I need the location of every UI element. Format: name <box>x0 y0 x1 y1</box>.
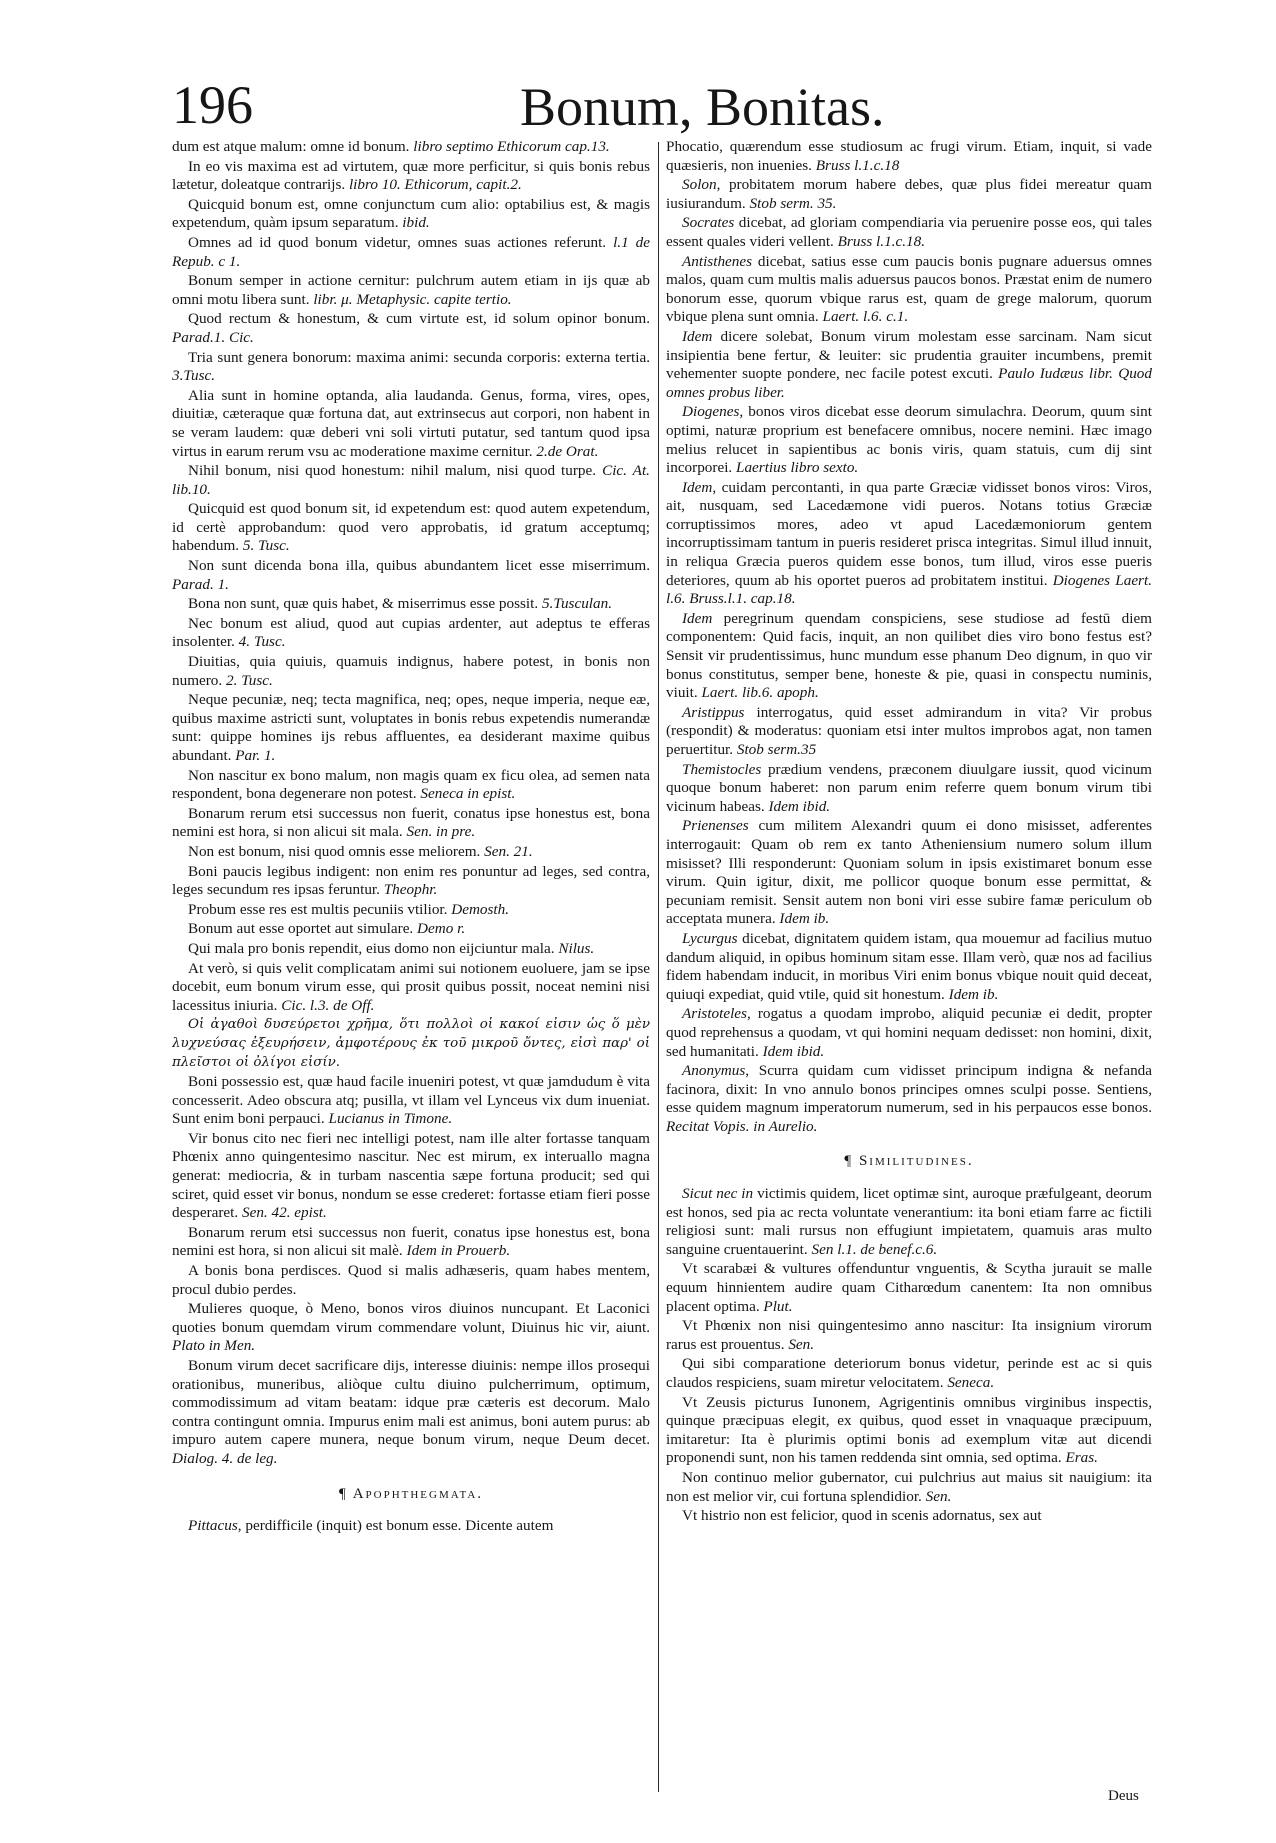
paragraph-text: , bonos viros dicebat esse deorum simulachra. Deorum, quum sint optimi, naturæ proprium est benefacere omnibus, nocere nemini. Hæc imago melius relucet in sapientibus ac bonis viris, quam statuis, cum dij sint incorporei. <box>666 403 1152 477</box>
paragraph <box>172 158 650 195</box>
speaker-name: Pittacus <box>188 1517 238 1535</box>
speaker-name: Lycurgus <box>682 929 738 947</box>
paragraph <box>666 479 1152 609</box>
paragraph <box>172 1224 650 1261</box>
paragraph <box>666 1394 1152 1468</box>
paragraph-text: dicebat, dignitatem quidem istam, qua mouemur ad facilius mutuo dandum aliquid, in opibus hominum sitam esse. Illam verò, quæ nos ad facilius fidem habendam inducit, in moribus Viri enim bonus vbique nouit quid deceat, quiuqi expediat, quid vtile, quid sit honestum. <box>666 929 1152 1003</box>
speaker-name: Antisthenes <box>682 252 753 270</box>
source-citation: Diogenes Laert. l.6. Bruss.l.1. cap.18. <box>666 571 1152 608</box>
source-citation: Parad.1. Cic. <box>172 328 254 346</box>
source-citation: Bruss l.1.c.18. <box>837 232 925 250</box>
paragraph-text: Non sunt dicenda bona illa, quibus abundantem licet esse miserrimum. <box>188 557 650 575</box>
paragraph <box>172 767 650 804</box>
paragraph <box>666 138 1152 175</box>
speaker-name: Prienenses <box>682 817 749 835</box>
paragraph-text: At verò, si quis velit complicatam animi sui notionem euoluere, jam se ipse docebit, eum bonum virum esse, qui prosit quibus possit, noceat nemini nisi lacessitus iniuria. <box>172 959 650 1014</box>
paragraph <box>172 920 650 939</box>
paragraph <box>666 1355 1152 1392</box>
paragraph-text: Diuitias, quia quiuis, quamuis indignus, habere potest, in bonis non numero. <box>172 653 650 689</box>
paragraph-text: Alia sunt in homine optanda, alia laudanda. Genus, forma, vires, opes, diuitiæ, cæteraque quæ fortuna dat, aut extrinsecus aut corpori, non habent in se veram laudem: quæ deberi vni soli virtuti putatur, sed tantum quod ipsa virtus in earum rerum vsu ac moderatione maxime cernitur. <box>172 386 650 460</box>
paragraph-text: Quicquid est quod bonum sit, id expetendum est: quod autem expetendum, id certè approbandum: quod vero approbatis, id gratum acceptumq; habendum. <box>172 500 650 555</box>
paragraph-text: , probitatem morum habere debes, quæ plus fidei mereatur quam iusiurandum. <box>666 176 1152 212</box>
paragraph-text: Nihil bonum, nisi quod honestum: nihil malum, nisi quod turpe. <box>188 462 603 480</box>
paragraph <box>666 176 1152 213</box>
paragraph <box>666 328 1152 402</box>
paragraph-text: , rogatus a quodam improbo, aliquid pecuniæ ei dedit, propter quod reprehensus a quodam, vt qui homini nequam dedisset: non homini, dixit, sed humanitati. <box>666 1005 1152 1060</box>
source-citation: Idem in Prouerb. <box>406 1242 511 1260</box>
left-column <box>172 138 650 1798</box>
speaker-name: Idem <box>682 478 713 496</box>
source-citation: Idem ibid. <box>768 797 831 815</box>
source-citation: Eras. <box>1065 1449 1098 1467</box>
source-citation: Idem ib. <box>779 910 830 928</box>
paragraph-text: dicebat, ad gloriam compendiaria via peruenire posse eos, qui tales essent quales videri vellent. <box>666 214 1152 250</box>
source-citation: Demo r. <box>417 920 466 938</box>
paragraph <box>666 1507 1152 1526</box>
source-citation: Cic. At. lib.10. <box>172 462 650 498</box>
source-citation: 2.de Orat. <box>536 442 599 460</box>
paragraph-text: Vir bonus cito nec fieri nec intelligi potest, nam ille alter fortasse tanquam Phœnix anno quingentesimo nascitur. Nec est mirum, ex interuallo magna generat: mediocria, & in turbam nascentia sæpe fortuna producit; sed qui sciret, quid esset vir bonus, nondum se esse crederet: fortasse etiam fieri posse desperaret. <box>172 1129 650 1222</box>
source-citation: Sen. in pre. <box>406 823 476 841</box>
source-citation: Nilus. <box>558 939 595 957</box>
speaker-name: Idem <box>682 327 713 345</box>
paragraph-text: A bonis bona perdisces. Quod si malis adhæseris, quam habes mentem, procul dubio perdes. <box>172 1262 650 1298</box>
paragraph-text: Non nascitur ex bono malum, non magis quam ex ficu olea, ad semen nata respondent, bona degenerare non potest. <box>172 766 650 803</box>
section-heading: ¶ Similitudines. <box>844 1153 974 1170</box>
source-citation: Sen. <box>788 1335 815 1353</box>
source-citation: Demosth. <box>451 900 510 918</box>
source-citation: Stob serm.35 <box>736 741 817 758</box>
source-citation: Paulo Iudæus libr. Quod omnes probus liber. <box>666 365 1152 401</box>
paragraph <box>172 1357 650 1469</box>
right-column <box>666 138 1152 1798</box>
speaker-name: Solon <box>682 176 717 194</box>
paragraph <box>666 1062 1152 1136</box>
paragraph-text: Bonarum rerum etsi successus non fuerit, conatus ipse honestus est, bona nemini est hora, si non alicui sit malè. <box>172 1223 650 1260</box>
paragraph <box>172 1262 650 1299</box>
source-citation: Idem ibid. <box>762 1042 825 1060</box>
paragraph-text: , Scurra quidam cum vidisset principum indigna & nefanda facinora, dixit: In vno annulo bonos principes omnes sculpi posse. Sentiens, esse quidem magnum imperatorum numerum, sed in his perpaucos esse bonos. <box>666 1062 1152 1117</box>
paragraph <box>172 595 650 614</box>
paragraph <box>666 1260 1152 1316</box>
paragraph-text: dicebat, satius esse cum paucis bonis pugnare aduersus omnes malos, quam cum multis malis aduersus paucos bonos. Præstat enim de numero bonorum esse, quorum vbique rarus est, quam de grege malorum, quorum vbique plena sunt omnia. <box>666 252 1152 326</box>
paragraph-text: prædium vendens, præconem diuulgare iussit, quod vicinum quoque bonum haberet: non parum enim referre quem bonum virum tibi vicinum habeas. <box>666 760 1152 815</box>
paragraph <box>666 817 1152 929</box>
source-citation: Theophr. <box>383 881 438 899</box>
paragraph-text: , cuidam percontanti, in qua parte Græciæ vidisset bonos viros: Viros, ait, nusquam, sed Lacedæmone vidi pueros. Notans totius Græciæ corruptissimos mores, adeo vt apud Lacedæmoniorum gentem incorruptissimam tantum in pueris resideret prisca integritas. Simul illud innuit, in reliqua Græcia pueros quidem esse bonos, tum illud, viros esse pueris deteriores, quum ab his oportet pueros ad probitatem institui. <box>666 478 1152 589</box>
paragraph-text: Bonarum rerum etsi successus non fuerit, conatus ipse honestus est, bona nemini est hora, si non alicui sit mala. <box>172 804 650 841</box>
paragraph <box>666 1469 1152 1506</box>
greek-quotation: Οἱ ἀγαθοὶ δυσεύρετοι χρῆμα, ὅτι πολλοὶ οἱ κακοί εἰσιν ὡς ὅ μὲν λυχνεύσας ἐξευρήσειν, ἀμφοτέρους ἐκ τοῦ μικροῦ ὄντες, εἰσὶ παρ' οἱ πλεῖστοι οἱ ὀλίγοι εἰσίν. <box>172 1017 650 1070</box>
paragraph-text: Boni paucis legibus indigent: non enim res ponuntur ad leges, sed contra, leges secundum res ipsas feruntur. <box>172 862 650 899</box>
paragraph-text: , perdifficile (inquit) est bonum esse. Dicente autem <box>237 1517 554 1535</box>
source-citation: libro septimo Ethicorum cap.13. <box>413 138 610 155</box>
source-citation: Stob serm. 35. <box>749 194 837 212</box>
paragraph <box>172 138 650 157</box>
source-citation: Recitat Vopis. in Aurelio. <box>666 1117 818 1135</box>
paragraph-text: Qui mala pro bonis rependit, eius domo non eijciuntur mala. <box>188 939 559 957</box>
running-title: Bonum, Bonitas. <box>520 77 885 137</box>
paragraph <box>666 1185 1152 1259</box>
source-citation: Laertius libro sexto. <box>736 459 859 477</box>
paragraph <box>172 901 650 920</box>
paragraph <box>666 1005 1152 1061</box>
paragraph-text: victimis quidem, licet optimæ sint, auroque præfulgeant, deorum est honos, sed pia ac recta voluntate venerantium: ita boni etiam farre ac fictili religiosi sunt: mali rursus non effugiunt impietatem, quamuis aras multo sanguine cruentauerint. <box>666 1185 1152 1258</box>
paragraph <box>172 863 650 900</box>
column-divider <box>658 142 659 1792</box>
speaker-name: Aristippus <box>682 703 745 721</box>
speaker-name: Idem <box>682 609 713 627</box>
paragraph <box>172 843 650 862</box>
paragraph <box>172 691 650 765</box>
source-citation: Bruss l.1.c.18 <box>815 156 900 174</box>
paragraph-text: In eo vis maxima est ad virtutem, quæ more perficitur, si quis bonis rebus lætetur, doleatque contrarijs. <box>172 157 650 194</box>
paragraph <box>172 1130 650 1223</box>
paragraph <box>172 272 650 309</box>
paragraph-text: dicere solebat, Bonum virum molestam esse sarcinam. Nam sicut insipientia bene fertur, & leuiter: sic prudentia grauiter incumbens, premit vehementer suopte pondere, nec facile potest excuti. <box>666 327 1152 383</box>
speaker-name: Themistocles <box>682 760 762 778</box>
source-citation: Dialog. 4. de leg. <box>172 1449 278 1467</box>
source-citation: 5. Tusc. <box>242 537 290 555</box>
paragraph-text: Bonum virum decet sacrificare dijs, interesse diuinis: nempe illos prosequi orationibus, muneribus, aliòque cultu diuino pulcherrimum, optimum, commodissimum ad vitam beatam: idque præ cæteris est decorum. Malo contra contingunt omnia. Impurus enim mali est animus, boni autem purus: ab impuro autem capere munera, neque bonum virum, neque Deum decet. <box>172 1357 650 1449</box>
source-citation: Parad. 1. <box>172 575 229 593</box>
paragraph-text: interrogatus, quid esset admirandum in vita? Vir probus (respondit) & moderatus: quoniam etsi inter multos improbos agat, non tamen peruertitur. <box>666 703 1152 758</box>
paragraph <box>172 234 650 271</box>
source-citation: Laert. l.6. c.1. <box>822 308 909 326</box>
source-citation: Plut. <box>763 1297 793 1315</box>
paragraph <box>172 1073 650 1129</box>
source-citation: Plato in Men. <box>172 1337 256 1355</box>
source-citation: Sen. <box>925 1487 952 1505</box>
paragraph-text: Bonum semper in actione cernitur: pulchrum autem etiam in ijs quæ ab omni motu libera sunt. <box>172 272 650 308</box>
paragraph <box>172 1517 650 1536</box>
source-citation: l.1 de Repub. c 1. <box>172 233 650 270</box>
source-citation: Seneca. <box>947 1374 995 1391</box>
paragraph <box>666 610 1152 703</box>
paragraph <box>172 349 650 386</box>
source-citation: libr. μ. Metaphysic. capite tertio. <box>313 290 512 308</box>
paragraph <box>172 940 650 959</box>
paragraph-text: Vt histrio non est felicior, quod in scenis adornatus, sex aut <box>682 1507 1042 1525</box>
paragraph-text: Nec bonum est aliud, quod aut cupias ardenter, aut adeptus te efferas insolenter. <box>172 614 650 651</box>
page-number: 196 <box>172 75 253 135</box>
paragraph <box>172 387 650 461</box>
paragraph-text: Bona non sunt, quæ quis habet, & miserrimus esse possit. <box>188 595 542 613</box>
paragraph-text: Tria sunt genera bonorum: maxima animi: secunda corporis: externa tertia. <box>188 348 650 366</box>
paragraph <box>666 403 1152 477</box>
paragraph-text: Neque pecuniæ, neq; tecta magnifica, neq; opes, neque imperia, neque eæ, quibus maxime astricti sunt, voluptates in bonis rebus expetendis numerandæ sunt: quippe homines ijs rebus affluentes, ea desiderant maxime quibus abundant. <box>172 691 650 764</box>
paragraph <box>172 557 650 594</box>
paragraph <box>172 653 650 690</box>
paragraph <box>172 1300 650 1356</box>
paragraph-text: Omnes ad id quod bonum videtur, omnes suas actiones referunt. <box>188 233 614 251</box>
paragraph-text: Quod rectum & honestum, & cum virtute est, id solum opinor bonum. <box>188 310 650 328</box>
catchword: Deus <box>1108 1788 1139 1804</box>
paragraph <box>172 960 650 1016</box>
section-heading: ¶ Apophthegmata. <box>338 1485 484 1502</box>
paragraph-text: peregrinum quendam conspiciens, sese studiose ad festū diem componentem: Quid facis, inquit, an non quilibet dies viro bono festus est? Sensit vir prudentissimus, hunc mundum esse phanum Deo dignum, in quo vir bonus constitutus, semper bene, honeste & pie, quasi in conspectu numinis, viuit. <box>666 609 1152 702</box>
paragraph <box>666 214 1152 251</box>
speaker-name: Socrates <box>682 214 735 232</box>
source-citation: Sen. 21. <box>484 842 533 860</box>
paragraph-text: Mulieres quoque, ò Meno, bonos viros diuinos nuncupant. Et Laconici quoties bonum quemdam virum commendare volunt, Diuinus hic vir, aiunt. <box>172 1300 650 1336</box>
source-citation: libro 10. Ethicorum, capit.2. <box>348 176 522 194</box>
paragraph <box>666 930 1152 1004</box>
paragraph-text: Quicquid bonum est, omne conjunctum cum alio: optabilius est, & magis expetendum, quàm ipsum separatum. <box>172 195 650 232</box>
paragraph-text: Probum esse res est multis pecuniis vtilior. <box>188 900 452 918</box>
source-citation: Seneca in epist. <box>420 785 516 803</box>
paragraph <box>666 704 1152 760</box>
paragraph-text: Bonum aut esse oportet aut simulare. <box>188 920 418 938</box>
paragraph-text: Non est bonum, nisi quod omnis esse meliorem. <box>188 842 485 860</box>
paragraph-text: Qui sibi comparatione deteriorum bonus videtur, perinde est ac si quis claudos respiciens, suam miretur velocitatem. <box>666 1355 1152 1391</box>
source-citation: Laert. lib.6. apoph. <box>701 684 819 702</box>
source-citation: Lucianus in Timone. <box>328 1110 453 1128</box>
source-citation: 4. Tusc. <box>238 633 286 651</box>
paragraph <box>666 253 1152 327</box>
paragraph-text: Phocatio, quærendum esse studiosum ac frugi virum. Etiam, inquit, si vade quæsieris, non inuenies. <box>666 138 1152 174</box>
paragraph <box>172 615 650 652</box>
paragraph <box>666 1317 1152 1354</box>
paragraph <box>666 761 1152 817</box>
paragraph <box>172 310 650 347</box>
source-citation: Par. 1. <box>235 747 276 764</box>
paragraph-text: Boni possessio est, quæ haud facile inueniri potest, vt quæ jamdudum è vita concesserit. Adeo obscura atq; pusilla, vt illam vel Lynceus vix dum inueniat. Sunt enim boni perpauci. <box>172 1073 650 1128</box>
paragraph <box>172 500 650 556</box>
paragraph-text: Vt Zeusis picturus Iunonem, Agrigentinis omnibus virginibus inspectis, quinque præcipuas elegit, ex quibus, quod esset in vnaquaque præcipuum, imitaretur: Ita è plurimis optimi bonis ad exemplum vitæ aut dicendi proponendi sunt, non his tamen reddenda sint omnia, sed optima. <box>666 1393 1152 1467</box>
source-citation: 2. Tusc. <box>226 671 273 689</box>
speaker-name: Anonymus <box>682 1062 746 1080</box>
paragraph-text: Non continuo melior gubernator, cui pulchrius aut maius sit nauigium: ita non est melior vir, cui fortuna splendidior. <box>666 1468 1152 1505</box>
paragraph <box>172 196 650 233</box>
paragraph <box>172 462 650 499</box>
paragraph-text: Vt scarabæi & vultures offenduntur vnguentis, & Scytha jurauit se malle equum hinnientem audire quam Citharœdum canentem: Ita non omnibus placent optima. <box>666 1260 1152 1315</box>
source-citation: Sen. 42. epist. <box>242 1204 327 1222</box>
source-citation: ibid. <box>402 214 430 232</box>
source-citation: Idem ib. <box>948 985 999 1003</box>
speaker-name: Diogenes <box>682 403 740 421</box>
source-citation: 3.Tusc. <box>172 367 216 385</box>
paragraph-text: Vt Phœnix non nisi quingentesimo anno nascitur: Ita insignium virorum rarus est prouentus. <box>666 1317 1152 1353</box>
speaker-name: Aristoteles <box>682 1005 747 1023</box>
paragraph-text: cum militem Alexandri quum ei dono misisset, adferentes interrogauit: Quam ob rem ex tanto Atheniensium numero solum illum misisset? Illi responderunt: Quoniam solum in ipsis existimaret bonum esse virum. Quin igitur, dixit, me pollicor quoque bonum esse permittat, & pecuniam remisit. Sensit autem non boni viri esse subire famæ periculum ob acceptata munera. <box>666 817 1152 928</box>
speaker-name: Sicut nec in <box>682 1185 754 1203</box>
source-citation: Sen l.1. de benef.c.6. <box>811 1240 938 1258</box>
source-citation: 5.Tusculan. <box>541 595 612 613</box>
paragraph <box>172 805 650 842</box>
source-citation: Cic. l.3. de Off. <box>281 996 375 1014</box>
paragraph-text: dum est atque malum: omne id bonum. <box>172 138 414 155</box>
